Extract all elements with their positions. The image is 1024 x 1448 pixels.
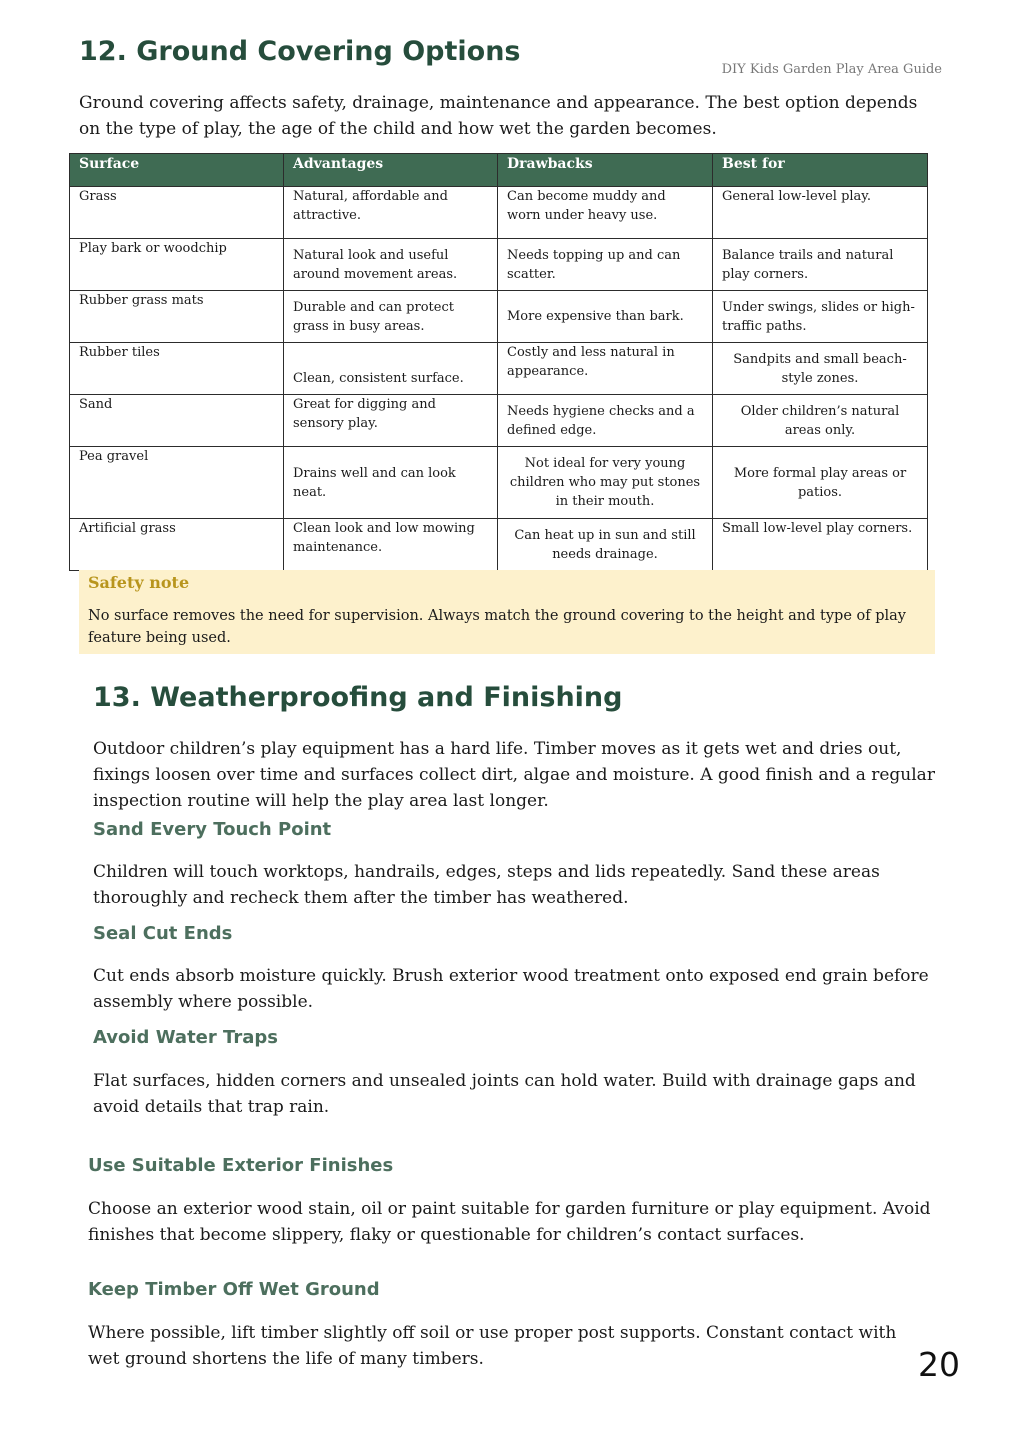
safety-note-text: No surface removes the need for supervision. Always match the ground covering to the height and type of play feature being used. bbox=[88, 608, 906, 646]
table-cell: Can heat up in sun and still needs drainage. bbox=[498, 519, 713, 571]
header-surface: Surface bbox=[70, 154, 284, 187]
table-cell: More formal play areas or patios. bbox=[713, 447, 928, 519]
table-cell: Sand bbox=[70, 395, 284, 447]
safety-note-title: Safety note bbox=[88, 573, 190, 592]
header-best-for: Best for bbox=[713, 154, 928, 187]
table-row bbox=[70, 187, 928, 239]
paragraph-avoid-water-traps: Flat surfaces, hidden corners and unsealed joints can hold water. Build with drainage gaps and avoid details that trap rain. bbox=[93, 1071, 916, 1117]
subheading-sand-touch-points: Sand Every Touch Point bbox=[93, 819, 332, 840]
paragraph-timber-off-ground: Where possible, lift timber slightly off soil or use proper post supports. Constant contact with wet ground shortens the life of many timbers. bbox=[88, 1323, 897, 1369]
table-row bbox=[70, 239, 928, 291]
table-row bbox=[70, 343, 928, 395]
subheading-avoid-water-traps: Avoid Water Traps bbox=[93, 1027, 278, 1048]
table-cell: Needs topping up and can scatter. bbox=[498, 239, 713, 291]
table-cell: Needs hygiene checks and a defined edge. bbox=[498, 395, 713, 447]
table-cell: Clean, consistent surface. bbox=[284, 343, 498, 395]
table-cell: Natural look and useful around movement areas. bbox=[284, 239, 498, 291]
table-cell: Balance trails and natural play corners. bbox=[713, 239, 928, 291]
table-row bbox=[70, 447, 928, 519]
table-cell: General low-level play. bbox=[713, 187, 928, 239]
table-cell: Artificial grass bbox=[70, 519, 284, 571]
table-header-row bbox=[70, 154, 928, 187]
table-cell: Drains well and can look neat. bbox=[284, 447, 498, 519]
table-cell: Small low-level play corners. bbox=[713, 519, 928, 571]
section-13-intro: Outdoor children’s play equipment has a hard life. Timber moves as it gets wet and dries out, fixings loosen over time and surfaces collect dirt, algae and moisture. A good finish and a regular inspection routine will help the play area last longer. bbox=[93, 739, 935, 811]
table-cell: Natural, affordable and attractive. bbox=[284, 187, 498, 239]
ground-covering-table bbox=[69, 153, 928, 571]
table-cell: Older children’s natural areas only. bbox=[713, 395, 928, 447]
paragraph-sand-touch-points: Children will touch worktops, handrails, edges, steps and lids repeatedly. Sand these areas thoroughly and recheck them after the timber has weathered. bbox=[93, 862, 880, 908]
table-cell: Great for digging and sensory play. bbox=[284, 395, 498, 447]
table-cell: Not ideal for very young children who may put stones in their mouth. bbox=[498, 447, 713, 519]
table-cell: Play bark or woodchip bbox=[70, 239, 284, 291]
table-cell: Costly and less natural in appearance. bbox=[498, 343, 713, 395]
section-12-intro: Ground covering affects safety, drainage, maintenance and appearance. The best option depends on the type of play, the age of the child and how wet the garden becomes. bbox=[79, 93, 918, 139]
running-header: DIY Kids Garden Play Area Guide bbox=[721, 62, 942, 77]
table-cell: More expensive than bark. bbox=[498, 291, 713, 343]
table-cell: Pea gravel bbox=[70, 447, 284, 519]
table-row bbox=[70, 395, 928, 447]
table-row bbox=[70, 291, 928, 343]
table-cell: Sandpits and small beach-style zones. bbox=[713, 343, 928, 395]
table-cell: Grass bbox=[70, 187, 284, 239]
section-12-title: 12. Ground Covering Options bbox=[79, 36, 521, 67]
subheading-seal-cut-ends: Seal Cut Ends bbox=[93, 923, 233, 944]
subheading-exterior-finishes: Use Suitable Exterior Finishes bbox=[88, 1155, 394, 1176]
table-cell: Rubber grass mats bbox=[70, 291, 284, 343]
table-cell: Can become muddy and worn under heavy use. bbox=[498, 187, 713, 239]
table-cell: Under swings, slides or high- traffic paths. bbox=[713, 291, 928, 343]
header-advantages: Advantages bbox=[284, 154, 498, 187]
safety-note-box bbox=[79, 570, 935, 654]
table-row bbox=[70, 519, 928, 571]
table-cell: Clean look and low mowing maintenance. bbox=[284, 519, 498, 571]
section-13-title: 13. Weatherproofing and Finishing bbox=[93, 682, 623, 713]
header-drawbacks: Drawbacks bbox=[498, 154, 713, 187]
table-cell: Durable and can protect grass in busy areas. bbox=[284, 291, 498, 343]
page-number: 20 bbox=[918, 1345, 960, 1384]
subheading-timber-off-ground: Keep Timber Off Wet Ground bbox=[88, 1279, 380, 1300]
paragraph-seal-cut-ends: Cut ends absorb moisture quickly. Brush exterior wood treatment onto exposed end grain before assembly where possible. bbox=[93, 966, 929, 1012]
table-cell: Rubber tiles bbox=[70, 343, 284, 395]
paragraph-exterior-finishes: Choose an exterior wood stain, oil or paint suitable for garden furniture or play equipment. Avoid finishes that become slippery, flaky or questionable for children’s contact surfaces. bbox=[88, 1199, 931, 1245]
